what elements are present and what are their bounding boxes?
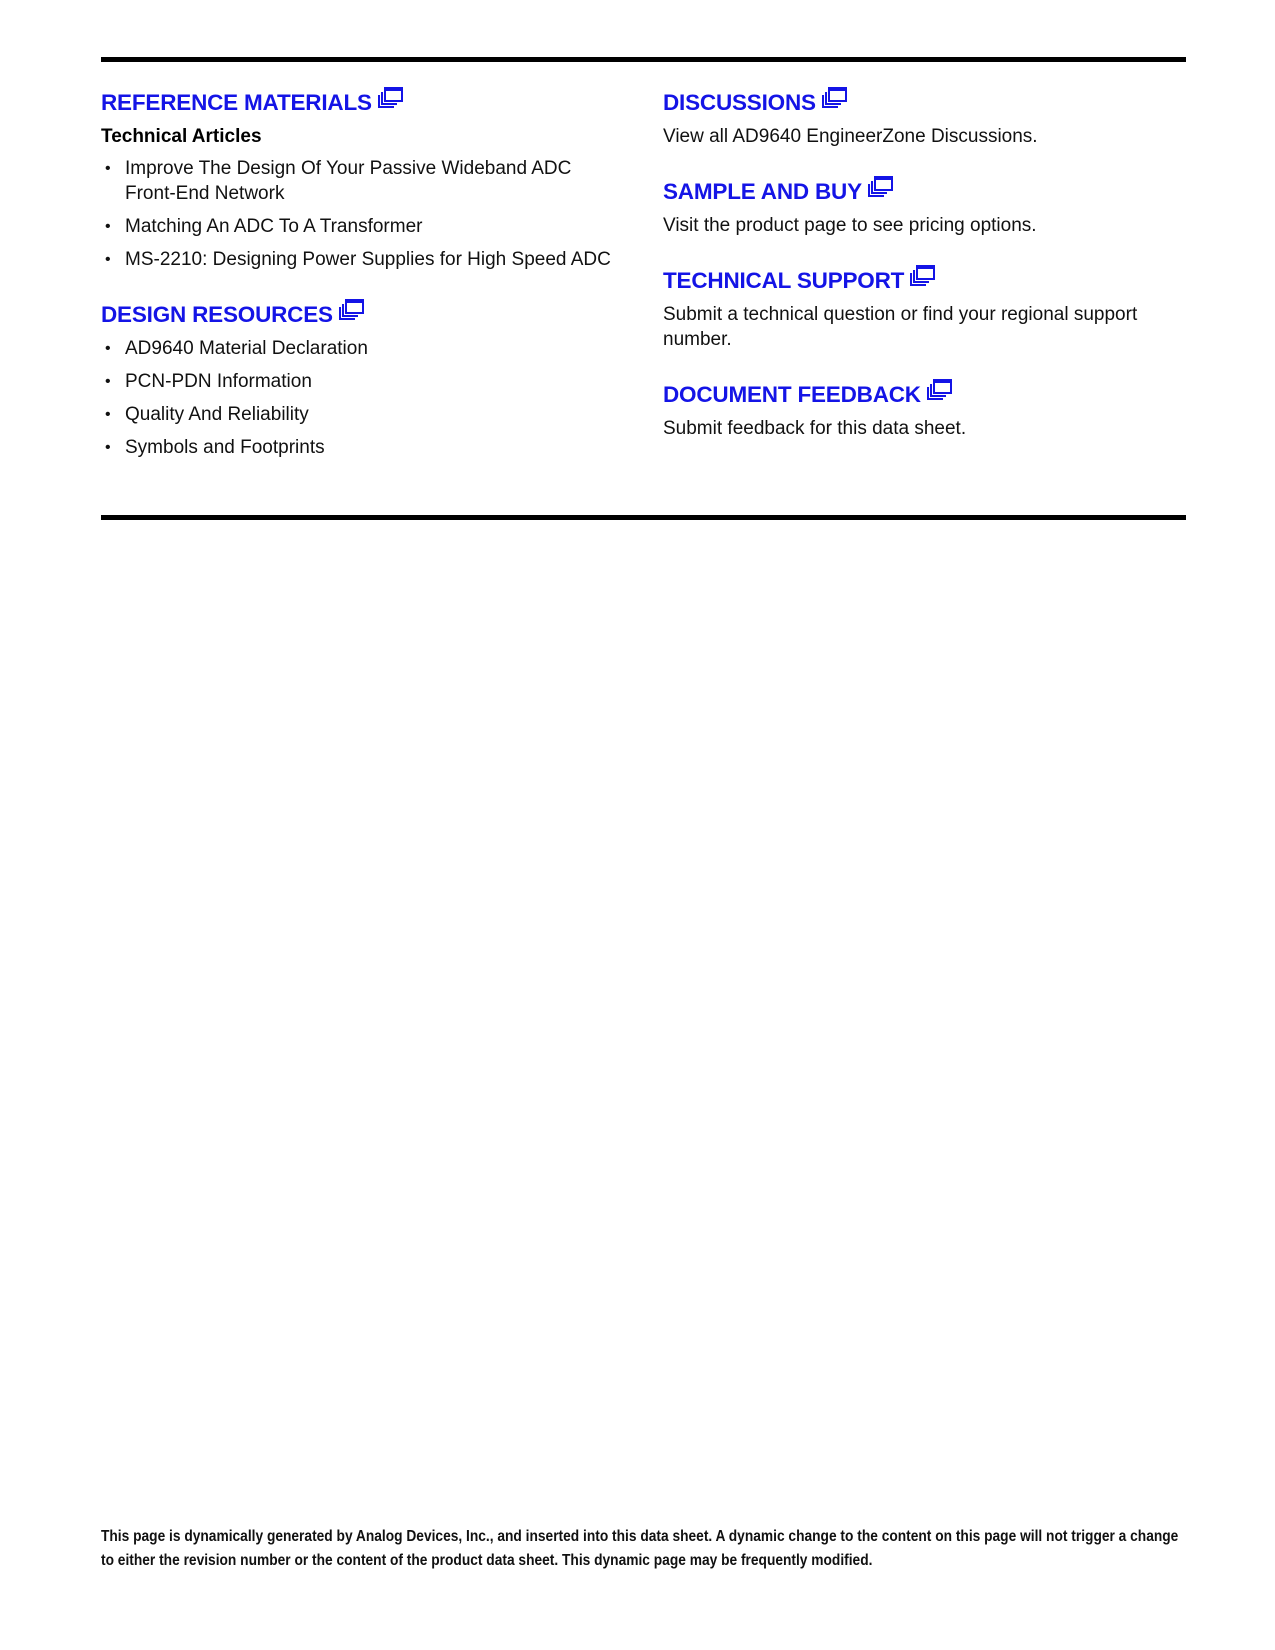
- design-resources-section: [101, 300, 621, 460]
- discussions-text: View all AD9640 EngineerZone Discussions.: [663, 126, 1038, 147]
- discussions-section: [663, 88, 1183, 149]
- document-feedback-heading: DOCUMENT FEEDBACK: [663, 382, 921, 407]
- right-column: [663, 88, 1183, 469]
- document-feedback-text: Submit feedback for this data sheet.: [663, 418, 967, 439]
- sample-and-buy-heading: SAMPLE AND BUY: [663, 179, 862, 204]
- list-item[interactable]: • MS-2210: Designing Power Supplies for High Speed ADC: [101, 247, 621, 272]
- list-item[interactable]: • PCN-PDN Information: [101, 369, 621, 394]
- technical-articles-subheading: Technical Articles: [101, 126, 262, 147]
- external-window-icon: [339, 298, 365, 322]
- reference-materials-heading: REFERENCE MATERIALS: [101, 90, 372, 115]
- list-item[interactable]: • Improve The Design Of Your Passive Wideband ADC Front-End Network: [101, 156, 621, 206]
- technical-support-text: Submit a technical question or find your regional support number.: [663, 304, 1138, 350]
- reference-materials-section: [101, 88, 621, 272]
- document-feedback-link[interactable]: [663, 380, 953, 410]
- external-window-icon: [378, 86, 404, 110]
- design-resources-list: [101, 336, 621, 460]
- design-resources-heading: DESIGN RESOURCES: [101, 302, 333, 327]
- technical-articles-list: [101, 156, 621, 272]
- bottom-rule: [101, 515, 1186, 520]
- top-rule: [101, 57, 1186, 62]
- discussions-heading: DISCUSSIONS: [663, 90, 816, 115]
- external-window-icon: [822, 86, 848, 110]
- left-column: [101, 88, 621, 488]
- external-window-icon: [868, 175, 894, 199]
- design-resources-link[interactable]: [101, 300, 365, 330]
- sample-and-buy-link[interactable]: [663, 177, 894, 207]
- list-item[interactable]: • Matching An ADC To A Transformer: [101, 214, 621, 239]
- reference-materials-link[interactable]: [101, 88, 404, 118]
- list-item[interactable]: • AD9640 Material Declaration: [101, 336, 621, 361]
- discussions-link[interactable]: [663, 88, 848, 118]
- list-item[interactable]: • Quality And Reliability: [101, 402, 621, 427]
- external-window-icon: [927, 378, 953, 402]
- document-feedback-section: [663, 380, 1183, 441]
- technical-support-section: [663, 266, 1183, 352]
- technical-support-heading: TECHNICAL SUPPORT: [663, 268, 905, 293]
- sample-and-buy-text: Visit the product page to see pricing options.: [663, 215, 1037, 236]
- technical-support-link[interactable]: [663, 266, 936, 296]
- footer-disclaimer: This page is dynamically generated by Analog Devices, Inc., and inserted into this data sheet. A dynamic change to the content on this page will not trigger a change to either the revision number or the content of the product data sheet. This dynamic page may be frequently modified.: [101, 1528, 1179, 1569]
- external-window-icon: [910, 264, 936, 288]
- list-item[interactable]: • Symbols and Footprints: [101, 435, 621, 460]
- sample-and-buy-section: [663, 177, 1183, 238]
